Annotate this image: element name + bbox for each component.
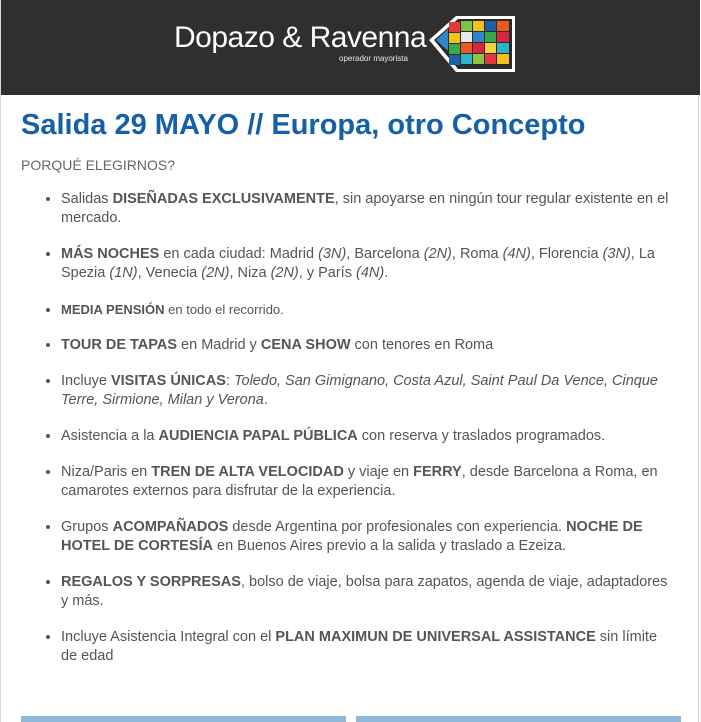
feature-text: con tenores en Roma [350, 337, 494, 353]
feature-text: en Madrid y [177, 337, 261, 353]
feature-item [61, 336, 671, 355]
feature-text: sin límite de edad [61, 629, 658, 664]
feature-text: en todo el recorrido. [164, 302, 284, 317]
feature-text: (2N) [201, 265, 230, 281]
feature-text: DISEÑADAS EXCLUSIVAMENTE [112, 191, 335, 207]
brand-logo-icon [426, 14, 518, 74]
feature-text: CENA SHOW [260, 337, 351, 353]
feature-text: . [384, 265, 389, 281]
feature-text: , y París [298, 265, 356, 281]
feature-item [61, 427, 671, 446]
feature-text: Asistencia a la [61, 428, 159, 444]
feature-text: Incluye Asistencia Integral con el [61, 629, 276, 645]
brand-name: Dopazo & Ravenna [174, 21, 427, 54]
feature-text: VISITAS ÚNICAS [110, 373, 226, 389]
feature-item [61, 573, 671, 611]
feature-text: , desde Barcelona a Roma, en camarotes externos para disfrutar de la experiencia. [61, 464, 658, 499]
feature-item [61, 190, 671, 228]
feature-text: Salidas [61, 191, 113, 207]
page-title: Salida 29 MAYO // Europa, otro Concepto [21, 109, 586, 141]
feature-text: Grupos [61, 519, 113, 535]
feature-text: (2N) [270, 265, 299, 281]
feature-text: , Barcelona [346, 246, 424, 262]
feature-text: PLAN MAXIMUN DE UNIVERSAL ASSISTANCE [275, 629, 596, 645]
feature-text: ACOMPAÑADOS [112, 519, 229, 535]
feature-text: . [263, 392, 268, 408]
section-subtitle: PORQUÉ ELEGIRNOS? [21, 157, 176, 173]
feature-text: en Buenos Aires previo a la salida y traslado a Ezeiza. [213, 538, 567, 554]
feature-text: (1N) [109, 265, 138, 281]
feature-text: TOUR DE TAPAS [61, 337, 178, 353]
feature-text: (2N) [423, 246, 452, 262]
feature-text: en cada ciudad: Madrid [159, 246, 319, 262]
bottom-image-strip-right [356, 716, 681, 722]
feature-text: FERRY [413, 464, 462, 480]
feature-text: MEDIA PENSIÓN [61, 302, 165, 317]
feature-text: , Florencia [530, 246, 603, 262]
feature-text: MÁS NOCHES [61, 246, 160, 262]
feature-item [61, 628, 671, 666]
feature-text: , Niza [229, 265, 271, 281]
feature-text: AUDIENCIA PAPAL PÚBLICA [158, 428, 358, 444]
feature-text: , bolso de viaje, bolsa para zapatos, agenda de viaje, adaptadores y más. [61, 574, 668, 609]
feature-text: (3N) [602, 246, 631, 262]
feature-text: con reserva y traslados programados. [357, 428, 606, 444]
feature-text: TREN DE ALTA VELOCIDAD [151, 464, 344, 480]
feature-text: y viaje en [343, 464, 414, 480]
bottom-image-strip-left [21, 716, 346, 722]
brand-tagline: operador mayorista [339, 54, 408, 63]
feature-text: (4N) [502, 246, 531, 262]
header-banner [1, 0, 700, 95]
feature-text: , Roma [451, 246, 503, 262]
feature-text: Incluye [61, 373, 111, 389]
feature-text: , sin apoyarse en ningún tour regular existente en el mercado. [61, 191, 669, 226]
feature-text: REGALOS Y SORPRESAS [61, 574, 241, 590]
feature-text: , La Spezia [61, 246, 655, 281]
feature-item [61, 518, 671, 556]
feature-text: (3N) [318, 246, 347, 262]
feature-text: , Venecia [137, 265, 202, 281]
feature-text: (4N) [355, 265, 385, 281]
feature-item [61, 372, 671, 410]
feature-text: : [225, 373, 234, 389]
feature-text: Toledo, San Gimignano, Costa Azul, Saint Paul Da Vence, Cinque Terre, Sirmione, Milan y Verona [61, 373, 658, 408]
feature-list [21, 190, 671, 683]
feature-text: NOCHE DE HOTEL DE CORTESÍA [61, 519, 643, 554]
feature-text: desde Argentina por profesionales con experiencia. [228, 519, 567, 535]
feature-text: Niza/Paris en [61, 464, 152, 480]
feature-item [61, 245, 671, 283]
feature-item [61, 300, 671, 319]
feature-item [61, 463, 671, 501]
